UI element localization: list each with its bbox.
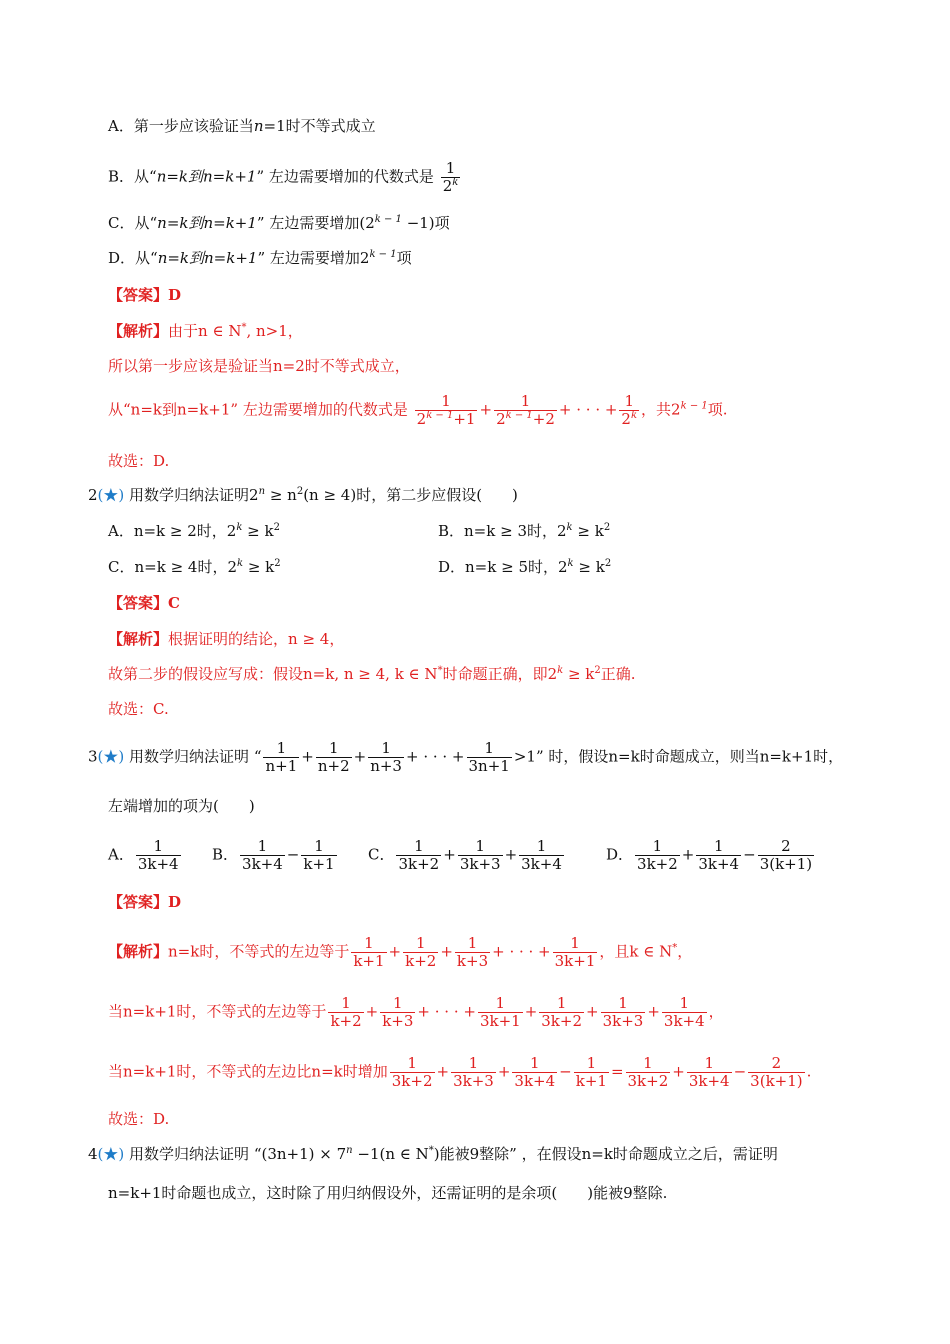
q1-option-c: C．从“n=k到n=k+1” 左边需要增加$(2^{k - 1} -1)$项 <box>108 214 450 232</box>
q3-stem-fraction-4: $\frac{1}{3n+1}$ <box>468 739 510 775</box>
q1-option-d: D．从“n=k到n=k+1” 左边需要增加$2^{k - 1}$项 <box>108 249 412 267</box>
q1-analysis-line2: 所以第一步应该是验证当n=2时不等式成立， <box>108 357 410 375</box>
q3-stem: 3(★) 用数学归纳法证明 “ $\frac{1}{n+1}$ + $\frac{1}{n+2}$ + $\frac{1}{n+3}$ + · · · + $\frac{1}{3n+1}$ >1” 时，假设n=k时命题成立，则当n=k+1时， <box>88 739 844 775</box>
q2-conclusion: 故选：C. <box>108 700 169 718</box>
q3-stem-fraction-1: $\frac{1}{n+1}$ <box>265 739 298 775</box>
q1-a3-fraction-1: $\frac{1}{2^{k - 1}+1}$ <box>416 392 476 428</box>
q3-option-a: A． $\frac{1}{3k+4}$ <box>108 837 179 873</box>
q1-option-a: A．第一步应该验证当n=1时不等式成立 <box>108 117 376 135</box>
q2-stem: 2(★) 用数学归纳法证明$2^n \ge n^2(n \ge 4)$时，第二步应假设( ) <box>88 486 518 504</box>
q3-stem-line2: 左端增加的项为( ) <box>108 797 255 815</box>
q1-a3-fraction-3: $\frac{1}{2^k}$ <box>621 392 638 428</box>
q3-option-b: B． $\frac{1}{3k+4}$ − $\frac{1}{k+1}$ <box>212 837 335 873</box>
q4-stem: 4(★) 用数学归纳法证明 “$(3n+1) \times 7^n -1(n$ ∈ N*)能被9整除” ，在假设n=k时命题成立之后，需证明 <box>88 1145 778 1163</box>
star-icon: (★) <box>97 1145 125 1163</box>
q2-answer: 【答案】C <box>108 594 180 612</box>
q2-option-c: C．n=k ≥ 4时，$2^k \ge k^2$ <box>108 558 281 576</box>
q3-option-d: D． $\frac{1}{3k+2}$ + $\frac{1}{3k+4}$ − $\frac{2}{3(k+1)}$ <box>606 837 813 873</box>
q1-analysis-line1: 【解析】由于n ∈ N*, n>1， <box>108 322 303 340</box>
q2-option-d: D．n=k ≥ 5时，$2^k \ge k^2$ <box>438 558 612 576</box>
q1-a3-fraction-2: $\frac{1}{2^{k - 1}+2}$ <box>496 392 555 428</box>
q3-analysis-line3: 当n=k+1时，不等式的左边比n=k时增加 $\frac{1}{3k+2}$ + $\frac{1}{3k+3}$ + $\frac{1}{3k+4}$ − $\frac{1}{k+1}$ = $\frac{1}{3k+2}$ + $\frac{1}{3k+4}$ − $\frac{2}{3(k+1)}$ . <box>108 1054 812 1090</box>
q3-answer: 【答案】D <box>108 893 182 911</box>
q3-stem-fraction-3: $\frac{1}{n+3}$ <box>370 739 402 775</box>
q1-answer: 【答案】D <box>108 286 182 304</box>
q2-option-b: B．n=k ≥ 3时，$2^k \ge k^2$ <box>438 522 611 540</box>
q1-analysis-line3: 从“n=k到n=k+1” 左边需要增加的代数式是 $\frac{1}{2^{k - 1}+1}$ + $\frac{1}{2^{k - 1}+2}$ + · · · + $\frac{1}{2^k}$ ，共$2^{k - 1}$项. <box>108 392 728 428</box>
q3-conclusion: 故选：D. <box>108 1110 170 1128</box>
q1-b-fraction: $\frac{1}{2^k}$ <box>442 159 459 195</box>
star-icon: (★) <box>97 486 125 504</box>
q3-option-c: C． $\frac{1}{3k+2}$ + $\frac{1}{3k+3}$ + $\frac{1}{3k+4}$ <box>368 837 562 873</box>
q1-option-b: B．从“n=k到n=k+1” 左边需要增加的代数式是 $\frac{1}{2^k}$ <box>108 159 459 195</box>
q2-analysis-line1: 【解析】根据证明的结论，n ≥ 4， <box>108 630 345 648</box>
star-icon: (★) <box>97 747 125 766</box>
q4-stem-line2: n=k+1时命题也成立，这时除了用归纳假设外，还需证明的是余项( )能被9整除. <box>108 1184 668 1202</box>
q3-analysis-line1: 【解析】n=k时，不等式的左边等于 $\frac{1}{k+1}$ + $\frac{1}{k+2}$ + $\frac{1}{k+3}$ + · · · + $\frac{1}{3k+1}$ ，且k ∈ N*， <box>108 934 693 970</box>
q2-analysis-line2: 故第二步的假设应写成：假设n=k, n ≥ 4, k ∈ N*时命题正确，即$2^k \ge k^2$正确. <box>108 665 636 683</box>
q3-stem-fraction-2: $\frac{1}{n+2}$ <box>317 739 350 775</box>
q2-option-a: A．n=k ≥ 2时，$2^k \ge k^2$ <box>108 522 280 540</box>
q1-conclusion: 故选：D. <box>108 452 170 470</box>
q3-analysis-line2: 当n=k+1时，不等式的左边等于 $\frac{1}{k+2}$ + $\frac{1}{k+3}$ + · · · + $\frac{1}{3k+1}$ + $\frac{1}{3k+2}$ + $\frac{1}{3k+3}$ + $\frac{1}{3k+4}$ ， <box>108 994 724 1030</box>
